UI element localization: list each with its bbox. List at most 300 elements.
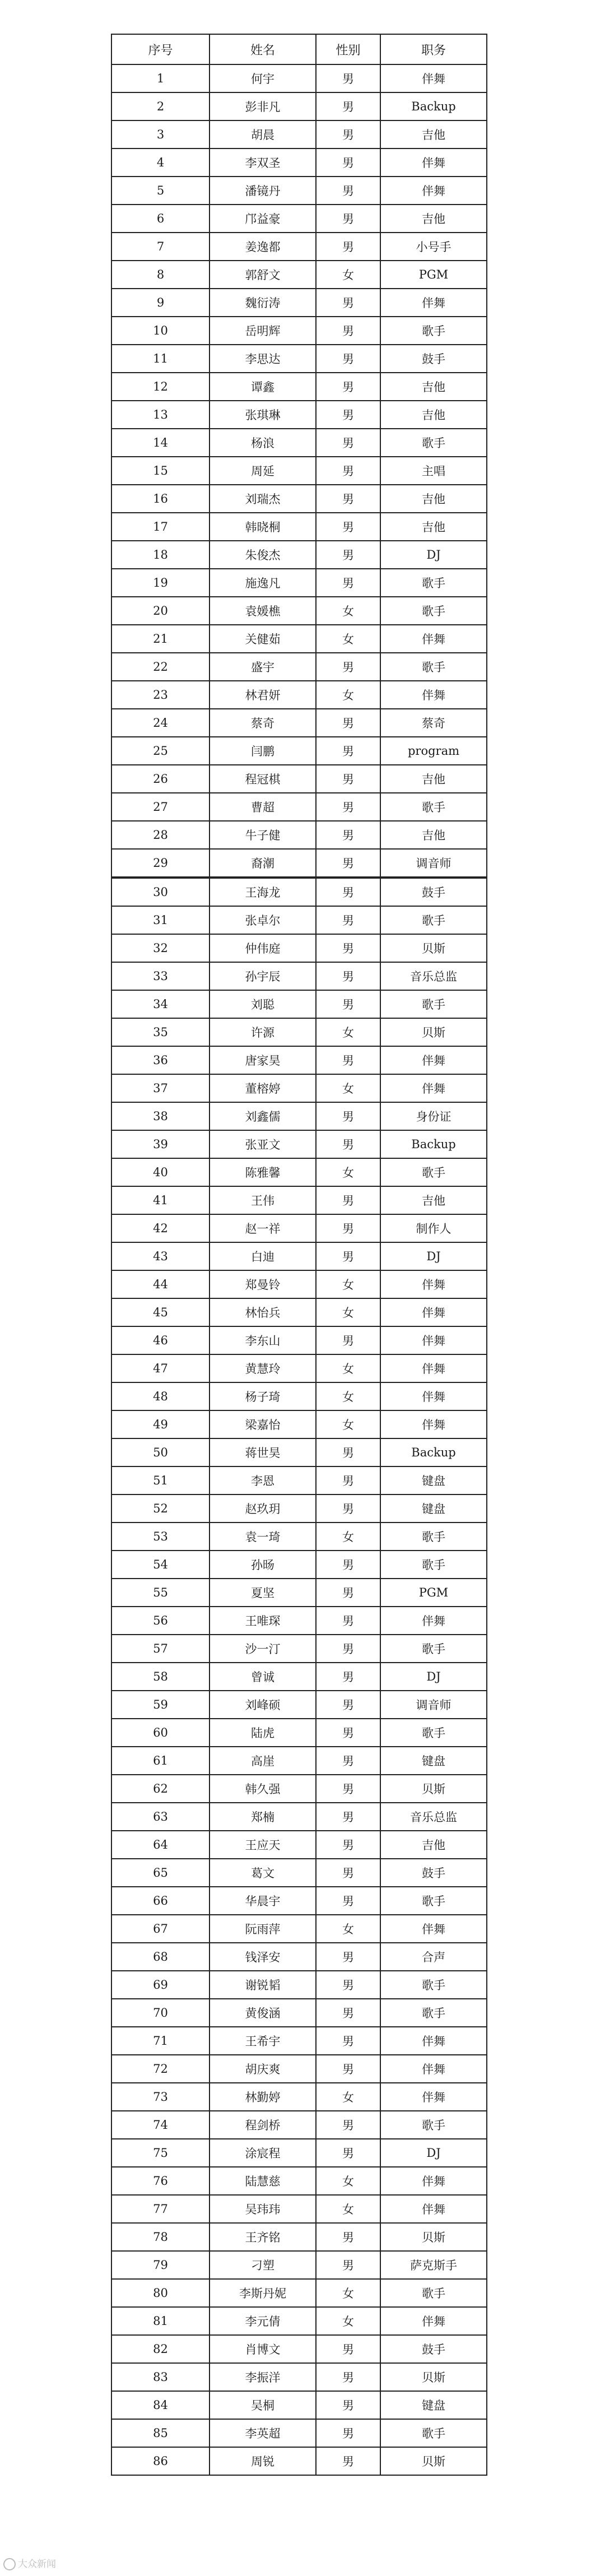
cell-index: 52 [111,1494,210,1523]
table-row [111,233,487,261]
cell-role: 吉他 [380,765,487,793]
cell-gender: 男 [316,429,380,457]
table-row [111,345,487,373]
table-row [111,1242,487,1270]
cell-name: 胡晨 [210,120,316,148]
table-row [111,1663,487,1691]
cell-name: 谭鑫 [210,373,316,401]
table-row [111,177,487,205]
table-row [111,485,487,513]
cell-name: 韩久强 [210,1775,316,1803]
table-row [111,793,487,821]
cell-gender: 男 [316,934,380,962]
table-row [111,2111,487,2139]
table-row [111,2447,487,2475]
cell-name: 裔潮 [210,849,316,878]
table-row [111,1999,487,2027]
cell-index: 54 [111,1551,210,1579]
cell-gender: 男 [316,2391,380,2419]
cell-role: 吉他 [380,205,487,233]
cell-name: 张卓尔 [210,906,316,934]
cell-gender: 男 [316,569,380,597]
cell-index: 13 [111,401,210,429]
cell-name: 何宇 [210,64,316,92]
cell-name: 张琪琳 [210,401,316,429]
table-row [111,1410,487,1438]
cell-gender: 女 [316,625,380,653]
cell-index: 47 [111,1354,210,1382]
cell-name: 王齐铭 [210,2223,316,2251]
cell-role: 吉他 [380,485,487,513]
cell-index: 86 [111,2447,210,2475]
cell-index: 61 [111,1747,210,1775]
table-row [111,429,487,457]
cell-role: 吉他 [380,401,487,429]
table-row [111,962,487,990]
cell-index: 9 [111,289,210,317]
cell-role: 音乐总监 [380,1803,487,1831]
cell-name: 李元倩 [210,2307,316,2335]
cell-name: 朱俊杰 [210,541,316,569]
header-index: 序号 [111,34,210,64]
cell-role: 伴舞 [380,1046,487,1074]
cell-name: 周锐 [210,2447,316,2475]
cell-gender: 男 [316,962,380,990]
cell-gender: 女 [316,2083,380,2111]
table-row [111,2307,487,2335]
table-row [111,289,487,317]
cell-index: 11 [111,345,210,373]
cell-index: 33 [111,962,210,990]
cell-gender: 男 [316,1494,380,1523]
cell-role: 鼓手 [380,1859,487,1887]
cell-index: 83 [111,2363,210,2391]
cell-name: 张亚文 [210,1130,316,1158]
cell-index: 82 [111,2335,210,2363]
cell-gender: 男 [316,2111,380,2139]
cell-gender: 女 [316,1298,380,1326]
cell-name: 李振洋 [210,2363,316,2391]
cell-gender: 男 [316,2223,380,2251]
cell-gender: 女 [316,261,380,289]
table-row [111,1607,487,1635]
cell-index: 85 [111,2419,210,2447]
cell-name: 刘峰硕 [210,1691,316,1719]
table-row [111,1803,487,1831]
cell-name: 董榕婷 [210,1074,316,1102]
cell-name: 彭非凡 [210,92,316,120]
cell-gender: 男 [316,120,380,148]
cell-role: 伴舞 [380,1382,487,1410]
table-row [111,2391,487,2419]
cell-role: 主唱 [380,457,487,485]
cell-gender: 男 [316,1775,380,1803]
cell-role: 身份证 [380,1102,487,1130]
cell-gender: 男 [316,849,380,878]
cell-gender: 男 [316,990,380,1018]
cell-index: 41 [111,1186,210,1214]
cell-name: 黄慧玲 [210,1354,316,1382]
cell-name: 吴桐 [210,2391,316,2419]
cell-role: 鼓手 [380,2335,487,2363]
cell-gender: 男 [316,1551,380,1579]
cell-role: DJ [380,1242,487,1270]
cell-role: 歌手 [380,597,487,625]
cell-gender: 男 [316,1971,380,1999]
cell-index: 63 [111,1803,210,1831]
cell-gender: 女 [316,2195,380,2223]
cell-index: 7 [111,233,210,261]
cell-index: 46 [111,1326,210,1354]
cell-index: 58 [111,1663,210,1691]
table-row [111,1438,487,1466]
cell-gender: 男 [316,1214,380,1242]
cell-name: 郑曼铃 [210,1270,316,1298]
cell-name: 胡庆爽 [210,2055,316,2083]
cell-gender: 女 [316,1158,380,1186]
cell-gender: 男 [316,64,380,92]
cell-index: 73 [111,2083,210,2111]
cell-role: 贝斯 [380,934,487,962]
cell-index: 44 [111,1270,210,1298]
cell-name: 肖博文 [210,2335,316,2363]
cell-gender: 男 [316,289,380,317]
cell-role: 歌手 [380,1719,487,1747]
cell-name: 姜逸都 [210,233,316,261]
cell-name: 谢锐韬 [210,1971,316,1999]
cell-role: Backup [380,92,487,120]
cell-name: 周延 [210,457,316,485]
roster-table [111,34,487,2476]
cell-index: 31 [111,906,210,934]
cell-index: 20 [111,597,210,625]
cell-role: 吉他 [380,373,487,401]
cell-gender: 男 [316,821,380,849]
cell-role: 伴舞 [380,177,487,205]
cell-index: 50 [111,1438,210,1466]
cell-index: 36 [111,1046,210,1074]
cell-role: 键盘 [380,1466,487,1494]
cell-name: 闫鹏 [210,737,316,765]
table-row [111,2223,487,2251]
cell-gender: 男 [316,513,380,541]
table-row [111,709,487,737]
cell-name: 林勤婷 [210,2083,316,2111]
cell-role: 伴舞 [380,1326,487,1354]
cell-gender: 男 [316,1579,380,1607]
cell-name: 刘鑫儒 [210,1102,316,1130]
table-row [111,513,487,541]
cell-index: 37 [111,1074,210,1102]
cell-name: 夏坚 [210,1579,316,1607]
cell-index: 16 [111,485,210,513]
table-row [111,1943,487,1971]
cell-index: 75 [111,2139,210,2167]
cell-index: 78 [111,2223,210,2251]
cell-gender: 男 [316,709,380,737]
table-row [111,2419,487,2447]
table-row [111,2279,487,2307]
cell-index: 17 [111,513,210,541]
cell-role: 伴舞 [380,681,487,709]
cell-index: 53 [111,1523,210,1551]
cell-gender: 女 [316,1018,380,1046]
cell-name: 陆慧慈 [210,2167,316,2195]
cell-role: 伴舞 [380,2307,487,2335]
cell-role: 伴舞 [380,2083,487,2111]
cell-index: 77 [111,2195,210,2223]
cell-gender: 男 [316,1130,380,1158]
cell-gender: 男 [316,541,380,569]
cell-name: 王唯琛 [210,1607,316,1635]
cell-name: 赵玖玥 [210,1494,316,1523]
cell-index: 10 [111,317,210,345]
cell-gender: 男 [316,2447,380,2475]
cell-name: 阮雨萍 [210,1915,316,1943]
cell-role: 调音师 [380,1691,487,1719]
cell-role: 音乐总监 [380,962,487,990]
cell-gender: 男 [316,1719,380,1747]
cell-gender: 男 [316,1466,380,1494]
cell-role: 贝斯 [380,1018,487,1046]
table-row [111,990,487,1018]
table-row [111,1074,487,1102]
cell-role: DJ [380,1663,487,1691]
table-row [111,1691,487,1719]
cell-name: 沙一汀 [210,1635,316,1663]
table-row [111,653,487,681]
cell-gender: 男 [316,1046,380,1074]
table-row [111,1579,487,1607]
cell-name: 李东山 [210,1326,316,1354]
cell-name: 唐家昊 [210,1046,316,1074]
table-row [111,569,487,597]
cell-name: 邝益豪 [210,205,316,233]
cell-name: 黄俊涵 [210,1999,316,2027]
cell-role: 合声 [380,1943,487,1971]
cell-role: 歌手 [380,569,487,597]
cell-index: 34 [111,990,210,1018]
table-row [111,1018,487,1046]
cell-gender: 男 [316,2027,380,2055]
cell-name: 杨子琦 [210,1382,316,1410]
table-row [111,2335,487,2363]
cell-gender: 男 [316,1831,380,1859]
cell-gender: 男 [316,148,380,177]
cell-index: 49 [111,1410,210,1438]
cell-role: 键盘 [380,1747,487,1775]
cell-index: 23 [111,681,210,709]
cell-gender: 男 [316,1943,380,1971]
cell-gender: 女 [316,2167,380,2195]
cell-gender: 女 [316,597,380,625]
cell-role: 歌手 [380,2111,487,2139]
cell-index: 30 [111,878,210,906]
cell-index: 15 [111,457,210,485]
cell-role: 伴舞 [380,2055,487,2083]
cell-gender: 男 [316,1887,380,1915]
cell-index: 3 [111,120,210,148]
cell-name: 蒋世昊 [210,1438,316,1466]
cell-role: 歌手 [380,2279,487,2307]
table-row [111,1130,487,1158]
table-row [111,2251,487,2279]
table-row [111,373,487,401]
table-row [111,317,487,345]
cell-role: PGM [380,1579,487,1607]
table-row [111,1158,487,1186]
cell-name: 仲伟庭 [210,934,316,962]
cell-gender: 女 [316,1382,380,1410]
table-row [111,1915,487,1943]
cell-index: 26 [111,765,210,793]
cell-role: 歌手 [380,1158,487,1186]
table-row [111,1046,487,1074]
cell-index: 8 [111,261,210,289]
table-row [111,821,487,849]
cell-role: program [380,737,487,765]
cell-name: 陆虎 [210,1719,316,1747]
table-row [111,1523,487,1551]
cell-gender: 男 [316,373,380,401]
cell-index: 2 [111,92,210,120]
brand-logo-icon [3,2558,16,2570]
cell-gender: 男 [316,205,380,233]
cell-name: 盛宇 [210,653,316,681]
cell-gender: 男 [316,177,380,205]
cell-gender: 男 [316,653,380,681]
table-row [111,2027,487,2055]
cell-name: 涂宸程 [210,2139,316,2167]
cell-role: 歌手 [380,1999,487,2027]
table-header-row [111,34,487,64]
cell-role: 歌手 [380,653,487,681]
cell-role: 伴舞 [380,1354,487,1382]
cell-name: 王海龙 [210,878,316,906]
cell-index: 76 [111,2167,210,2195]
cell-role: Backup [380,1438,487,1466]
cell-gender: 男 [316,233,380,261]
header-name: 姓名 [210,34,316,64]
table-row [111,1270,487,1298]
cell-role: 歌手 [380,1971,487,1999]
cell-role: 伴舞 [380,1270,487,1298]
cell-role: 伴舞 [380,1074,487,1102]
table-row [111,2139,487,2167]
cell-name: 孙旸 [210,1551,316,1579]
cell-index: 45 [111,1298,210,1326]
cell-index: 42 [111,1214,210,1242]
table-row [111,681,487,709]
cell-index: 60 [111,1719,210,1747]
cell-gender: 女 [316,1410,380,1438]
cell-role: Backup [380,1130,487,1158]
table-row [111,1298,487,1326]
cell-name: 李恩 [210,1466,316,1494]
cell-role: 鼓手 [380,878,487,906]
cell-name: 李英超 [210,2419,316,2447]
cell-index: 32 [111,934,210,962]
cell-index: 4 [111,148,210,177]
cell-name: 潘镜丹 [210,177,316,205]
cell-index: 35 [111,1018,210,1046]
cell-gender: 男 [316,92,380,120]
cell-name: 袁媛樵 [210,597,316,625]
cell-gender: 男 [316,1803,380,1831]
cell-gender: 男 [316,1607,380,1635]
cell-role: PGM [380,261,487,289]
cell-gender: 男 [316,1242,380,1270]
table-body [111,64,487,2475]
cell-role: 萨克斯手 [380,2251,487,2279]
cell-role: 伴舞 [380,1607,487,1635]
cell-gender: 男 [316,1186,380,1214]
cell-name: 钱泽安 [210,1943,316,1971]
cell-name: 刁塑 [210,2251,316,2279]
cell-gender: 男 [316,2139,380,2167]
cell-index: 24 [111,709,210,737]
cell-role: 吉他 [380,1186,487,1214]
table-row [111,541,487,569]
watermark-text: 大众新闻 [18,2559,56,2570]
table-row [111,1971,487,1999]
cell-role: 歌手 [380,1523,487,1551]
cell-name: 林君妍 [210,681,316,709]
table-row [111,2363,487,2391]
header-role: 职务 [380,34,487,64]
table-row [111,1214,487,1242]
header-gender: 性别 [316,34,380,64]
cell-gender: 男 [316,1747,380,1775]
cell-name: 李斯丹妮 [210,2279,316,2307]
cell-gender: 男 [316,1663,380,1691]
cell-index: 12 [111,373,210,401]
cell-role: 歌手 [380,990,487,1018]
cell-gender: 男 [316,2055,380,2083]
cell-gender: 女 [316,1523,380,1551]
cell-gender: 男 [316,737,380,765]
cell-role: 贝斯 [380,2363,487,2391]
cell-gender: 女 [316,1270,380,1298]
cell-index: 43 [111,1242,210,1270]
cell-role: 贝斯 [380,2447,487,2475]
cell-index: 62 [111,1775,210,1803]
cell-gender: 男 [316,457,380,485]
cell-gender: 男 [316,1999,380,2027]
cell-gender: 男 [316,1102,380,1130]
cell-index: 64 [111,1831,210,1859]
cell-role: 伴舞 [380,1298,487,1326]
cell-role: 歌手 [380,317,487,345]
cell-name: 王应天 [210,1831,316,1859]
table-row [111,2167,487,2195]
cell-index: 65 [111,1859,210,1887]
cell-role: 吉他 [380,1831,487,1859]
cell-name: 白迪 [210,1242,316,1270]
cell-index: 5 [111,177,210,205]
cell-role: 歌手 [380,2419,487,2447]
cell-index: 56 [111,1607,210,1635]
cell-gender: 男 [316,345,380,373]
cell-gender: 男 [316,765,380,793]
cell-gender: 女 [316,2279,380,2307]
cell-name: 许源 [210,1018,316,1046]
cell-name: 郭舒文 [210,261,316,289]
cell-role: 伴舞 [380,289,487,317]
cell-role: 吉他 [380,120,487,148]
cell-gender: 女 [316,2307,380,2335]
cell-gender: 男 [316,401,380,429]
